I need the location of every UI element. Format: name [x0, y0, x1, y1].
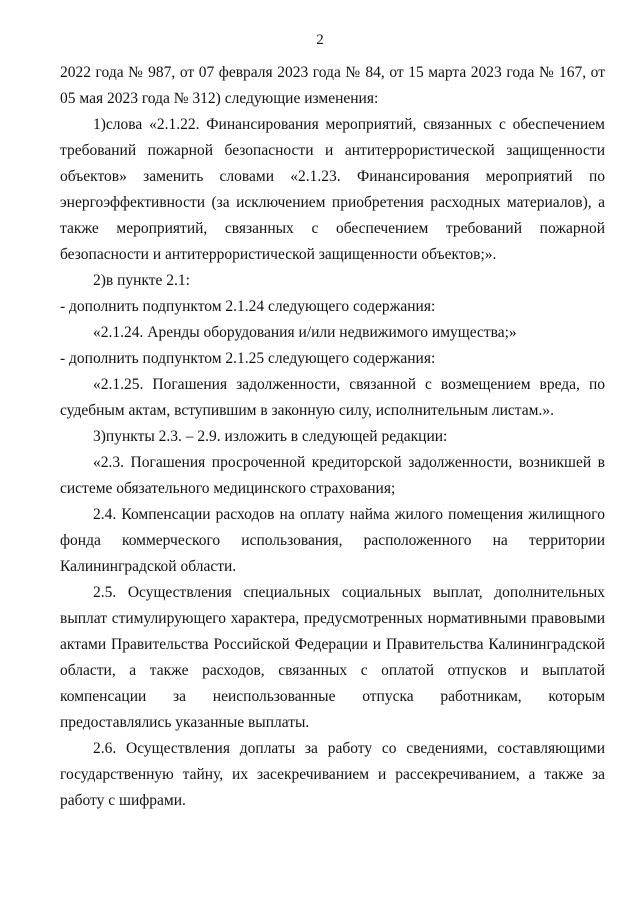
paragraph-intro: 2022 года № 987, от 07 февраля 2023 года № 84, от 15 марта 2023 года № 167, от 05 мая 2023 года № 312) следующие изменения:: [60, 64, 605, 107]
document-body: [60, 60, 605, 814]
item-number-3: 3): [93, 428, 106, 445]
paragraph-2-6: 2.6. Осуществления доплаты за работу со сведениями, составляющими государственную тайну, их засекречиванием и рассекречиванием, а также за работу с шифрами.: [60, 740, 605, 809]
paragraph-2-5: 2.5. Осуществления специальных социальных выплат, дополнительных выплат стимулирующего характера, предусмотренных нормативными правовыми актами Правительства Российской Федерации и Правительства Калининградской области, а также расходов, связанных с оплатой отпусков и выплатой компенсации за неиспользованные отпуска работникам, которым предоставлялись указанные выплаты.: [60, 584, 605, 731]
paragraph-2-4: 2.4. Компенсации расходов на оплату найма жилого помещения жилищного фонда коммерческого использования, расположенного на территории Калининградской области.: [60, 506, 605, 575]
paragraph-item-3: [60, 424, 605, 450]
paragraph-item-1: [60, 112, 605, 268]
paragraph-2-1-25: «2.1.25. Погашения задолженности, связанной с возмещением вреда, по судебным актам, вступившим в законную силу, исполнительным листам.».: [60, 376, 605, 419]
paragraph-2-3: «2.3. Погашения просроченной кредиторской задолженности, возникшей в системе обязательного медицинского страхования;: [60, 454, 605, 497]
page-number: 2: [316, 32, 324, 48]
item-text-3: пункты 2.3. – 2.9. изложить в следующей редакции:: [105, 428, 448, 445]
paragraph-add-2-1-25: - дополнить подпунктом 2.1.25 следующего содержания:: [60, 350, 436, 367]
item-number-1: 1): [93, 116, 106, 133]
paragraph-add-2-1-24: - дополнить подпунктом 2.1.24 следующего содержания:: [60, 298, 436, 315]
paragraph-2-1-24: «2.1.24. Аренды оборудования и/или недвижимого имущества;»: [93, 324, 517, 341]
item-text-1: слова «2.1.22. Финансирования мероприятий, связанных с обеспечением требований пожарной безопасности и антитеррористической защищенности объектов» заменить словами «2.1.23. Финансирования мероприятий по энергоэффективности (за исключением приобретения расходных материалов), а также мероприятий, связанных с обеспечением требований пожарной безопасности и антитеррористической защищенности объектов;».: [60, 116, 605, 263]
item-number-2: 2): [93, 272, 106, 289]
item-text-2: в пункте 2.1:: [105, 272, 190, 289]
paragraph-item-2: [60, 268, 605, 294]
